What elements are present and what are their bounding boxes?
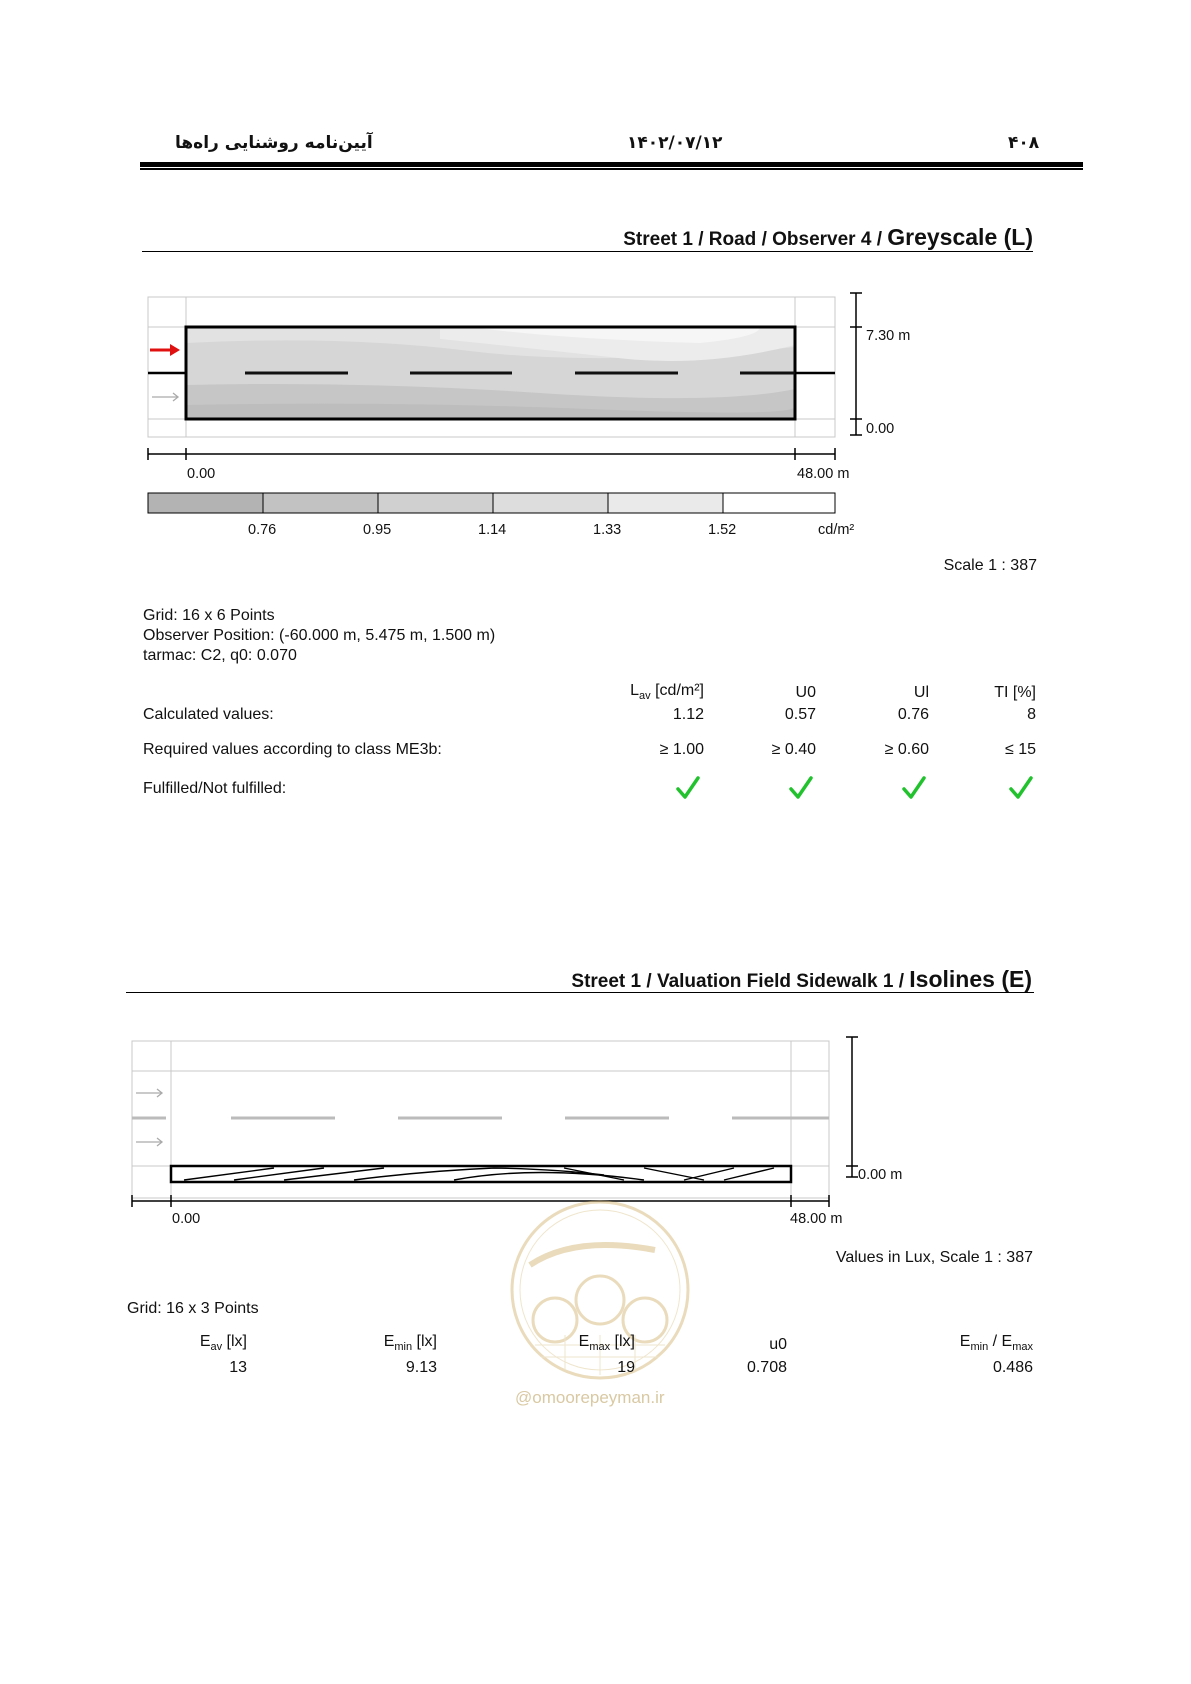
height-bottom-label: 0.00 m: [858, 1167, 903, 1183]
req-ul: ≥ 0.60: [884, 741, 929, 758]
calc-lav: 1.12: [672, 706, 704, 723]
length-end-label: 48.00 m: [797, 466, 850, 482]
header-title: آیین‌نامه روشنایی راه‌ها: [175, 133, 373, 153]
section2-title-main: Isolines (E): [909, 966, 1032, 992]
tarmac-info: tarmac: C2, q0: 0.070: [143, 647, 297, 664]
legend-value: 0.76: [248, 522, 277, 538]
legend-value: 0.95: [363, 522, 392, 538]
value-emin: 9.13: [405, 1359, 437, 1376]
section1-title: [623, 224, 1033, 251]
header-rule-thick: [140, 162, 1083, 167]
value-eav: 13: [229, 1359, 247, 1376]
height-dimension: [846, 1037, 858, 1177]
scale-label: Scale 1 : 387: [943, 557, 1037, 574]
scale-label: Values in Lux, Scale 1 : 387: [835, 1249, 1033, 1266]
section1-title-main: Greyscale (L): [887, 224, 1033, 250]
required-label: Required values according to class ME3b:: [143, 741, 442, 758]
calc-ul: 0.76: [897, 706, 929, 723]
observer-position: Observer Position: (-60.000 m, 5.475 m, 1.500 m): [143, 627, 496, 644]
greyscale-diagram: [140, 285, 940, 545]
grid-info: Grid: 16 x 6 Points: [143, 607, 275, 624]
calculated-label: Calculated values:: [143, 706, 274, 723]
page-number: ۴۰۸: [1008, 133, 1040, 153]
col-ti-header: TI [%]: [994, 684, 1036, 701]
check-icon: [788, 775, 814, 801]
check-icon: [675, 775, 701, 801]
col-u0-header: u0: [769, 1336, 787, 1353]
section1-title-rule: [142, 251, 1033, 252]
height-bottom-label: 0.00: [866, 421, 895, 437]
value-u0: 0.708: [746, 1359, 787, 1376]
length-dimension: [132, 1195, 829, 1207]
col-lav-header: $L_{av}$ [cd/m²]: [630, 682, 704, 703]
col-emax-header: $E_{max}$ [lx]: [578, 1333, 635, 1354]
greyscale-legend: [148, 493, 835, 513]
observer-arrow-icon: [150, 344, 180, 356]
section2-title: [571, 966, 1032, 993]
check-icon: [1008, 775, 1034, 801]
col-emin-header: $E_{min}$ [lx]: [383, 1333, 437, 1354]
col-ul-header: Ul: [913, 684, 929, 701]
section2-title-rule: [126, 992, 1034, 993]
value-ratio: 0.486: [992, 1359, 1033, 1376]
height-dimension: [850, 293, 862, 435]
lane-arrow-icon: [152, 393, 178, 401]
grid-info: Grid: 16 x 3 Points: [127, 1300, 259, 1317]
header-rule-thin: [140, 168, 1083, 170]
length-end-label: 48.00 m: [790, 1211, 843, 1227]
length-dimension: [148, 448, 835, 460]
req-ti: ≤ 15: [1004, 741, 1036, 758]
height-top-label: 7.30 m: [866, 328, 911, 344]
check-icon: [901, 775, 927, 801]
value-emax: 19: [617, 1359, 635, 1376]
length-start-label: 0.00: [172, 1211, 201, 1227]
fulfilled-label: Fulfilled/Not fulfilled:: [143, 780, 287, 797]
col-ratio-header: $E_{min} / E_{max}$: [959, 1333, 1033, 1354]
legend-value: 1.52: [708, 522, 737, 538]
section2-title-prefix: Street 1 / Valuation Field Sidewalk 1 /: [571, 971, 910, 992]
section1-title-prefix: Street 1 / Road / Observer 4 /: [623, 229, 888, 250]
req-lav: ≥ 1.00: [659, 741, 704, 758]
length-start-label: 0.00: [187, 466, 216, 482]
watermark-logo: [505, 1195, 695, 1385]
req-u0: ≥ 0.40: [771, 741, 816, 758]
calc-u0: 0.57: [784, 706, 816, 723]
legend-value: 1.14: [478, 522, 507, 538]
legend-value: 1.33: [593, 522, 622, 538]
header-date: ۱۴۰۲/۰۷/۱۲: [627, 133, 723, 153]
calc-ti: 8: [1027, 706, 1036, 723]
col-u0-header: U0: [795, 684, 816, 701]
watermark-text: @omoorepeyman.ir: [515, 1388, 665, 1407]
legend-unit: cd/m²: [818, 522, 855, 538]
col-eav-header: $E_{av}$ [lx]: [199, 1333, 247, 1354]
